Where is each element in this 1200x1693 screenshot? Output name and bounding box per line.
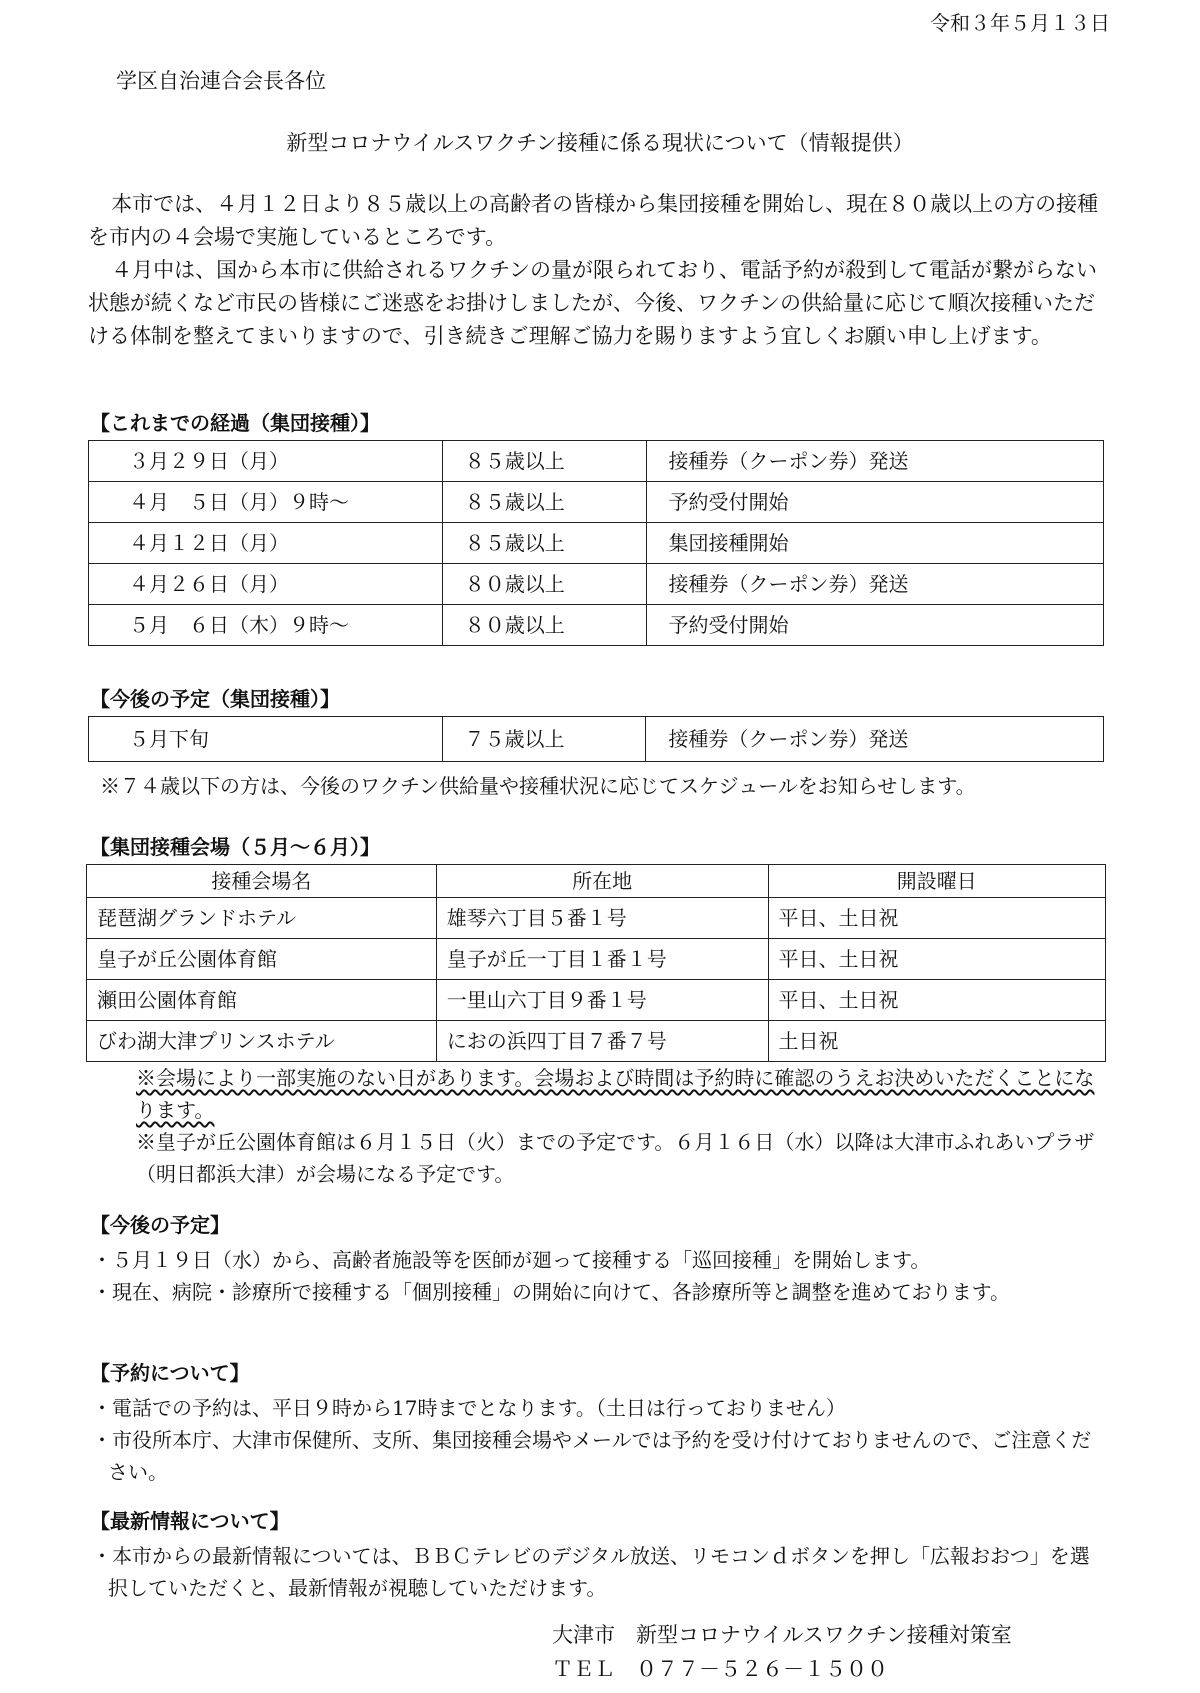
history-age: ８５歳以上 bbox=[442, 441, 646, 482]
history-age: ８５歳以上 bbox=[442, 523, 646, 564]
venue-name: 琵琶湖グランドホテル bbox=[87, 898, 437, 939]
list-item: ・ 本市からの最新情報については、ＢＢＣテレビのデジタル放送、リモコンｄボタンを押し「広報おおつ」を選択していただくと、最新情報が視聴していただけます。 bbox=[86, 1540, 1106, 1604]
venue-days: 平日、土日祝 bbox=[768, 939, 1106, 980]
table-header-row bbox=[87, 865, 1106, 898]
plan-age: ７５歳以上 bbox=[442, 717, 646, 762]
venues-note-1 bbox=[136, 1062, 1106, 1126]
footer-org: 大津市 新型コロナウイルスワクチン接種対策室 bbox=[552, 1623, 1012, 1647]
list-item: ・ 電話での予約は、平日９時から17時までとなります。（土日は行っておりません） bbox=[86, 1392, 1106, 1424]
intro-paragraph-2: ４月中は、国から本市に供給されるワクチンの量が限られており、電話予約が殺到して電話が繋がらない状態が続くなど市民の皆様にご迷惑をお掛けしましたが、今後、ワクチンの供給量に応じて順次接種いただける体制を整えてまいりますので、引き続きご理解ご協力を賜りますよう宜しくお願い申し上げます。 bbox=[88, 258, 1098, 348]
history-action: 接種券（クーポン券）発送 bbox=[646, 564, 1104, 605]
intro-paragraph-1: 本市では、４月１２日より８５歳以上の高齢者の皆様から集団接種を開始し、現在８０歳以上の方の接種を市内の４会場で実施しているところです。 bbox=[88, 192, 1099, 249]
plan-heading: 【今後の予定（集団接種）】 bbox=[90, 687, 340, 711]
table-row bbox=[87, 980, 1106, 1021]
plan-note: ※７４歳以下の方は、今後のワクチン供給量や接種状況に応じてスケジュールをお知らせします。 bbox=[100, 774, 976, 798]
venue-days: 平日、土日祝 bbox=[768, 898, 1106, 939]
venue-address: におの浜四丁目７番７号 bbox=[436, 1021, 768, 1062]
venues-heading: 【集団接種会場（５月～６月）】 bbox=[90, 835, 380, 859]
history-date: ４月１２日（月） bbox=[89, 523, 443, 564]
venue-address: 一里山六丁目９番１号 bbox=[436, 980, 768, 1021]
document-date: 令和３年５月１３日 bbox=[930, 11, 1110, 35]
venue-header-address: 所在地 bbox=[436, 865, 768, 898]
intro-text bbox=[88, 188, 1108, 353]
document-title: 新型コロナウイルスワクチン接種に係る現状について（情報提供） bbox=[286, 131, 914, 155]
reservation-heading: 【予約について】 bbox=[90, 1361, 250, 1385]
venue-name: 瀬田公園体育館 bbox=[87, 980, 437, 1021]
future-list bbox=[86, 1244, 1106, 1308]
table-row bbox=[89, 482, 1104, 523]
reservation-list bbox=[86, 1392, 1106, 1488]
history-heading: 【これまでの経過（集団接種）】 bbox=[90, 411, 380, 435]
venues-note-2: ※皇子が丘公園体育館は６月１５日（火）までの予定です。６月１６日（水）以降は大津市ふれあいプラザ（明日都浜大津）が会場になる予定です。 bbox=[136, 1130, 1095, 1186]
plan-action: 接種券（クーポン券）発送 bbox=[646, 717, 1104, 762]
table-row bbox=[87, 1021, 1106, 1062]
table-row bbox=[89, 441, 1104, 482]
history-date: ４月２６日（月） bbox=[89, 564, 443, 605]
footer-contact bbox=[552, 1618, 1012, 1686]
latest-list bbox=[86, 1540, 1106, 1604]
history-age: ８０歳以上 bbox=[442, 605, 646, 646]
venue-name: びわ湖大津プリンスホテル bbox=[87, 1021, 437, 1062]
list-item: ・ 現在、病院・診療所で接種する「個別接種」の開始に向けて、各診療所等と調整を進めております。 bbox=[86, 1276, 1106, 1308]
list-item: ・ 市役所本庁、大津市保健所、支所、集団接種会場やメールでは予約を受け付けておりませんので、ご注意ください。 bbox=[86, 1424, 1106, 1488]
table-row bbox=[89, 605, 1104, 646]
future-heading: 【今後の予定】 bbox=[90, 1213, 230, 1237]
history-action: 予約受付開始 bbox=[646, 482, 1104, 523]
plan-table bbox=[88, 716, 1104, 762]
footer-tel: ＴＥＬ ０７７－５２６－１５００ bbox=[552, 1657, 888, 1681]
venue-header-name: 接種会場名 bbox=[87, 865, 437, 898]
table-row bbox=[89, 717, 1104, 762]
table-row bbox=[89, 564, 1104, 605]
venues-note-1-text: ※会場により一部実施のない日があります。会場および時間は予約時に確認のうえお決めいただくことになります。 bbox=[136, 1066, 1095, 1122]
history-age: ８５歳以上 bbox=[442, 482, 646, 523]
venue-address: 雄琴六丁目５番１号 bbox=[436, 898, 768, 939]
venue-name: 皇子が丘公園体育館 bbox=[87, 939, 437, 980]
history-date: ３月２９日（月） bbox=[89, 441, 443, 482]
venue-days: 土日祝 bbox=[768, 1021, 1106, 1062]
list-item: ・ ５月１９日（水）から、高齢者施設等を医師が廻って接種する「巡回接種」を開始します。 bbox=[86, 1244, 1106, 1276]
history-action: 予約受付開始 bbox=[646, 605, 1104, 646]
history-date: ５月 ６日（木）９時～ bbox=[89, 605, 443, 646]
venue-address: 皇子が丘一丁目１番１号 bbox=[436, 939, 768, 980]
table-row bbox=[89, 523, 1104, 564]
history-age: ８０歳以上 bbox=[442, 564, 646, 605]
venue-days: 平日、土日祝 bbox=[768, 980, 1106, 1021]
venue-header-days: 開設曜日 bbox=[768, 865, 1106, 898]
history-table bbox=[88, 440, 1104, 646]
addressee: 学区自治連合会長各位 bbox=[116, 69, 326, 93]
venues-table bbox=[86, 864, 1106, 1062]
table-row bbox=[87, 898, 1106, 939]
history-action: 接種券（クーポン券）発送 bbox=[646, 441, 1104, 482]
history-date: ４月 ５日（月）９時～ bbox=[89, 482, 443, 523]
history-action: 集団接種開始 bbox=[646, 523, 1104, 564]
table-row bbox=[87, 939, 1106, 980]
latest-heading: 【最新情報について】 bbox=[90, 1509, 290, 1533]
plan-date: ５月下旬 bbox=[89, 717, 443, 762]
